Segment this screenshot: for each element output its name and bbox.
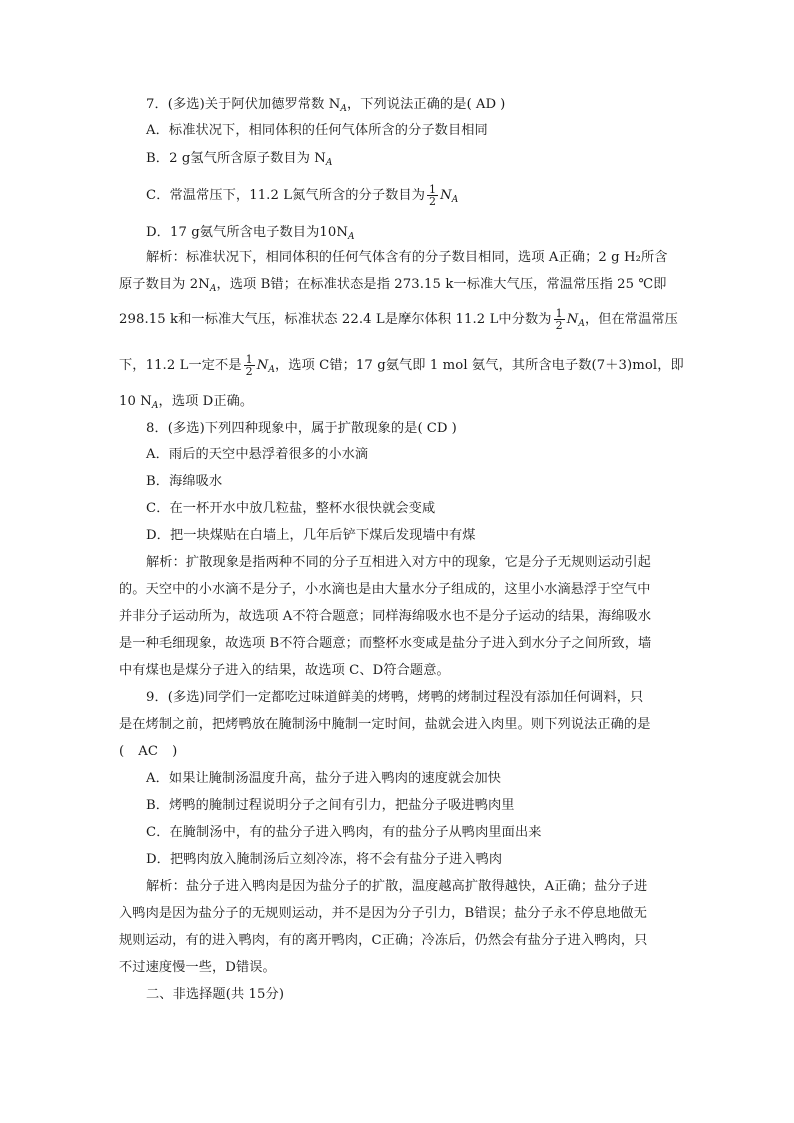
q8-option-b: B．海绵吸水 xyxy=(146,474,223,489)
q9-analysis-line: 解析：盐分子进入鸭肉是因为盐分子的扩散，温度越高扩散得越快，A正确；盐分子进 xyxy=(146,879,648,894)
q8-stem: 8．(多选)下列四种现象中，属于扩散现象的是( CD ) xyxy=(146,419,457,439)
q8-option-a: A．雨后的天空中悬浮着很多的小水滴 xyxy=(146,447,369,462)
q9-analysis-line: 规则运动，有的进入鸭肉，有的离开鸭肉，C正确；冷冻后，仍然会有盐分子进入鸭肉，只 xyxy=(119,933,648,948)
fraction: $\frac{1}{2}$ xyxy=(429,183,437,208)
q9-option-d: D．把鸭肉放入腌制汤后立刻冷冻，将不会有盐分子进入鸭肉 xyxy=(146,852,503,867)
q9-analysis-line: 入鸭肉是因为盐分子的无规则运动，并不是因为分子引力，B错误；盐分子永不停息地做无 xyxy=(119,906,647,921)
q8-answer: CD xyxy=(426,421,448,436)
q9-stem: 9．(多选)同学们一定都吃过味道鲜美的烤鸭，烤鸭的烤制过程没有添加任何调料，只 xyxy=(146,690,644,705)
fraction: $\frac{1}{2}$ xyxy=(245,353,253,378)
q7-option-b: B．2 g氢气所含原子数目为 $N_A$ xyxy=(146,151,333,168)
q9-stem: 是在烤制之前，把烤鸭放在腌制汤中腌制一定时间，盐就会进入肉里。则下列说法正确的是 xyxy=(119,717,651,732)
q7-analysis-line: 10 $N_A$，选项 D正确。 xyxy=(119,394,254,411)
q7-stem: 7．(多选)关于阿伏加德罗常数 $N_A$，下列说法正确的是( AD ) xyxy=(146,97,506,114)
q7-analysis-line: 298.15 k和一标准大气压，标准状态 22.4 L是摩尔体积 11.2 L中分数为 $\frac{1}{2}$ $N_A$，但在常温常压 xyxy=(119,307,678,332)
q8-analysis-line: 的。天空中的小水滴不是分子，小水滴也是由大量水分子组成的，这里小水滴悬浮于空气中 xyxy=(119,582,651,597)
q8-option-d: D．把一块煤贴在白墙上，几年后铲下煤后发现墙中有煤 xyxy=(146,528,476,543)
q8-analysis-line: 解析：扩散现象是指两种不同的分子互相进入对方中的现象，它是分子无规则运动引起 xyxy=(146,555,651,570)
q7-option-c: C．常温常压下，11.2 L氮气所含的分子数目为 $\frac{1}{2}$ $N_A$ xyxy=(146,183,459,208)
q9-answer: AC xyxy=(138,744,159,759)
q7-answer: AD xyxy=(475,97,497,112)
q7-analysis-line: 下，11.2 L一定不是 $\frac{1}{2}$ $N_A$，选项 C错；17 g氨气即 1 mol 氨气，其所含电子数(7＋3)mol，即 xyxy=(119,353,684,378)
q7-analysis-line: 解析：标准状况下，相同体积的任何气体含有的分子数目相同，选项 A正确；2 g H₂所含 xyxy=(146,250,668,265)
q9-answer-line: ( AC ) xyxy=(119,742,177,762)
q8-option-c: C．在一杯开水中放几粒盐，整杯水很快就会变咸 xyxy=(146,501,436,516)
q9-option-c: C．在腌制汤中，有的盐分子进入鸭肉，有的盐分子从鸭肉里面出来 xyxy=(146,825,542,840)
q9-analysis-line: 不过速度慢一些，D错误。 xyxy=(119,960,276,975)
q8-analysis-line: 是一种毛细现象，故选项 B不符合题意；而整杯水变咸是盐分子进入到水分子之间所致，墙 xyxy=(119,636,652,651)
q8-analysis-line: 中有煤也是煤分子进入的结果，故选项 C、D符合题意。 xyxy=(119,663,450,678)
q7-analysis-line: 原子数目为 $2N_A$，选项 B错；在标准状态是指 273.15 k一标准大气压，常温常压指 25 ℃即 xyxy=(119,277,667,294)
q9-option-a: A．如果让腌制汤温度升高，盐分子进入鸭肉的速度就会加快 xyxy=(146,771,502,786)
q7-option-a: A．标准状况下，相同体积的任何气体所含的分子数目相同 xyxy=(146,123,488,138)
section-heading: 二、非选择题(共 15分) xyxy=(146,987,285,1002)
q9-option-b: B．烤鸭的腌制过程说明分子之间有引力，把盐分子吸进鸭肉里 xyxy=(146,798,515,813)
q7-option-d: D．17 g氨气所含电子数目为$10N_A$ xyxy=(146,225,355,242)
q8-analysis-line: 并非分子运动所为，故选项 A不符合题意；同样海绵吸水也不是分子运动的结果，海绵吸水 xyxy=(119,609,652,624)
fraction: $\frac{1}{2}$ xyxy=(555,307,563,332)
